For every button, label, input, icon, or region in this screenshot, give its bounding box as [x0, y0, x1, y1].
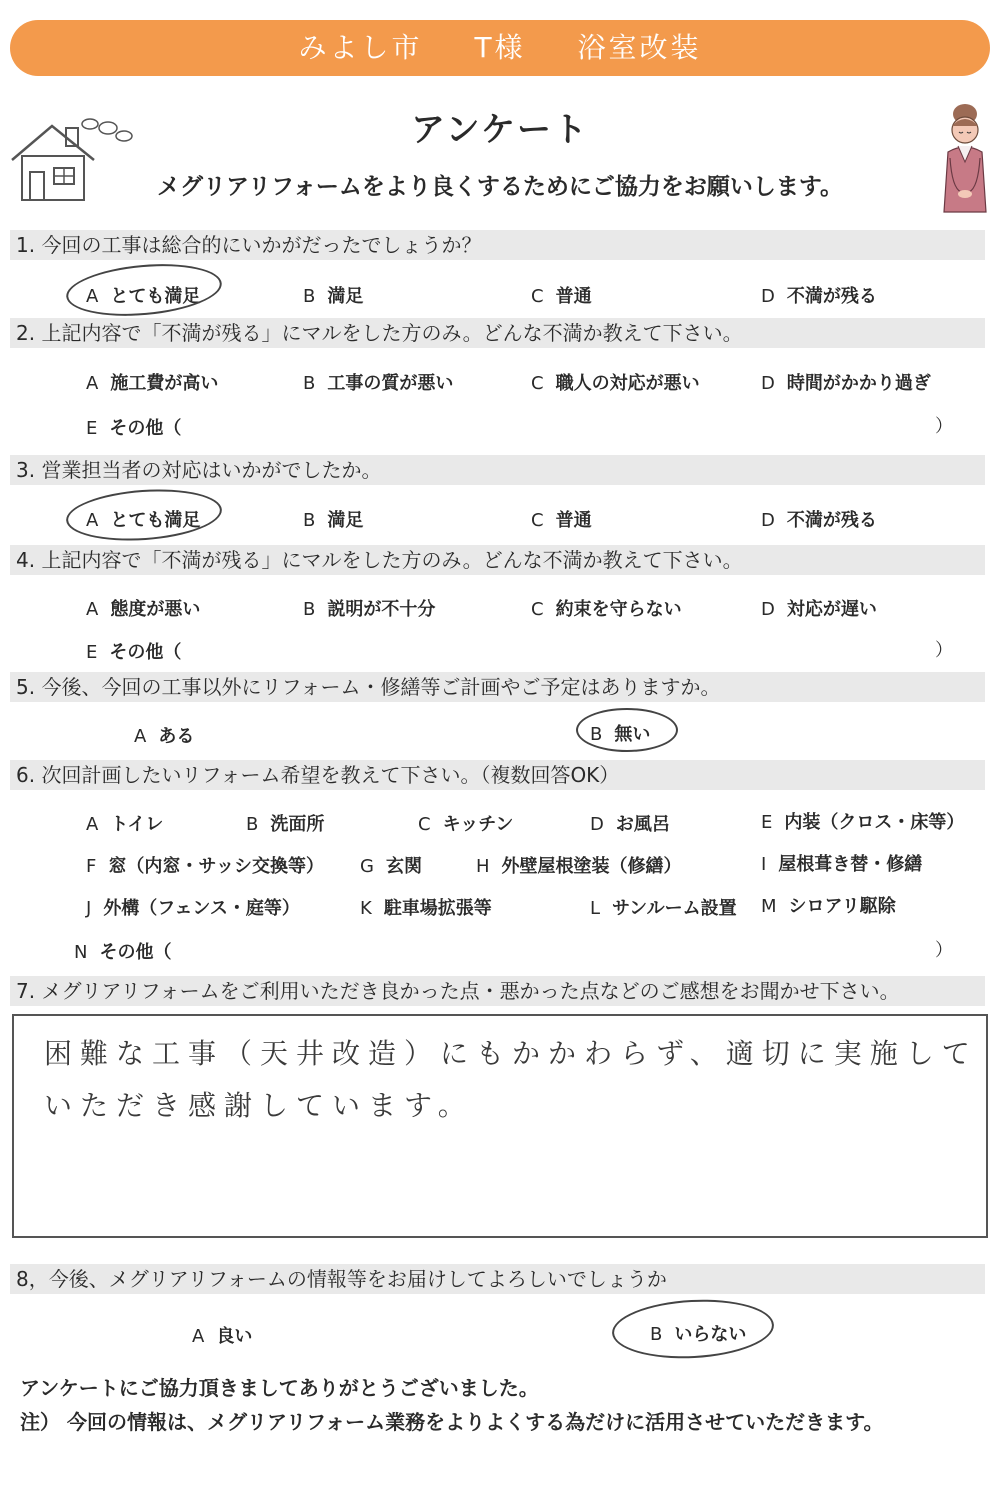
q6-option-b[interactable]: B 洗面所: [246, 814, 325, 835]
q1-option-c[interactable]: C 普通: [531, 286, 592, 307]
q1-option-b[interactable]: B 満足: [303, 286, 364, 307]
q4-option-d[interactable]: D 対応が遅い: [761, 599, 877, 620]
q1-option-d[interactable]: D 不満が残る: [761, 286, 877, 307]
question-6: 6. 次回計画したいリフォーム希望を教えて下さい。（複数回答OK）: [10, 760, 985, 790]
q6-option-m[interactable]: M シロアリ駆除: [761, 896, 896, 917]
q2-option-c[interactable]: C 職人の対応が悪い: [531, 373, 700, 394]
question-2: 2. 上記内容で「不満が残る」にマルをした方のみ。どんな不満か教えて下さい。: [10, 318, 985, 348]
q3-option-c[interactable]: C 普通: [531, 510, 592, 531]
header-banner: [10, 20, 990, 76]
footer-note: 注） 今回の情報は、メグリアリフォーム業務をよりよくする為だけに活用させていただきます。: [20, 1410, 884, 1434]
q2-option-e[interactable]: E その他（: [86, 418, 182, 439]
q5-option-a[interactable]: A ある: [134, 726, 195, 747]
q8-option-a[interactable]: A 良い: [192, 1326, 253, 1347]
page-title: アンケート: [411, 110, 589, 150]
q6-option-l[interactable]: L サンルーム設置: [590, 898, 737, 919]
question-1: 1. 今回の工事は総合的にいかがだったでしょうか？: [10, 230, 985, 260]
footer-thanks: アンケートにご協力頂きましてありがとうございました。: [20, 1376, 539, 1400]
q4-option-a[interactable]: A 態度が悪い: [86, 599, 201, 620]
q8-selected-circle: [611, 1296, 776, 1362]
q6-option-k[interactable]: K 駐車場拡張等: [360, 898, 492, 919]
bowing-staff-icon: [934, 100, 996, 215]
q5-option-b[interactable]: B 無い: [590, 724, 651, 745]
page-subtitle: メグリアリフォームをより良くするためにご協力をお願いします。: [156, 174, 844, 200]
q6-option-n[interactable]: N その他（: [74, 942, 172, 963]
q2-option-b[interactable]: B 工事の質が悪い: [303, 373, 454, 394]
question-3: 3. 営業担当者の対応はいかがでしたか。: [10, 455, 985, 485]
q6-option-j[interactable]: J 外構（フェンス・庭等）: [86, 898, 300, 919]
question-5: 5. 今後、今回の工事以外にリフォーム・修繕等ご計画やご予定はありますか。: [10, 672, 985, 702]
q3-option-b[interactable]: B 満足: [303, 510, 364, 531]
q6-option-a[interactable]: A トイレ: [86, 814, 164, 835]
header-project: 浴室改装: [577, 31, 702, 64]
question-8: 8，今後、メグリアリフォームの情報等をお届けしてよろしいでしょうか: [10, 1264, 985, 1294]
q2-close-paren: ）: [935, 416, 953, 437]
header-city: みよし市: [298, 31, 423, 64]
q4-option-c[interactable]: C 約束を守らない: [531, 599, 682, 620]
q3-option-d[interactable]: D 不満が残る: [761, 510, 877, 531]
q2-option-a[interactable]: A 施工費が高い: [86, 373, 219, 394]
q1-option-a[interactable]: A とても満足: [86, 286, 201, 307]
q6-option-e[interactable]: E 内装（クロス・床等）: [761, 812, 965, 833]
q5-selected-circle: [576, 708, 678, 752]
header-customer: T様: [474, 31, 526, 64]
q3-option-a[interactable]: A とても満足: [86, 510, 201, 531]
q6-option-g[interactable]: G 玄関: [360, 856, 422, 877]
q6-option-d[interactable]: D お風呂: [590, 814, 670, 835]
q4-option-e[interactable]: E その他（: [86, 642, 182, 663]
q4-close-paren: ）: [935, 640, 953, 661]
q4-option-b[interactable]: B 説明が不十分: [303, 599, 436, 620]
question-4: 4. 上記内容で「不満が残る」にマルをした方のみ。どんな不満か教えて下さい。: [10, 545, 985, 575]
q8-option-b[interactable]: B いらない: [650, 1324, 747, 1345]
q6-close-paren: ）: [935, 940, 953, 961]
comment-line-2: いただき感謝しています。: [44, 1089, 474, 1122]
q6-option-c[interactable]: C キッチン: [418, 814, 514, 835]
question-7: 7. メグリアリフォームをご利用いただき良かった点・悪かった点などのご感想をお聞かせ下さい。: [10, 976, 985, 1006]
q6-option-f[interactable]: F 窓（内窓・サッシ交換等）: [86, 856, 324, 877]
q2-option-d[interactable]: D 時間がかかり過ぎ: [761, 373, 931, 394]
q6-option-i[interactable]: I 屋根葺き替・修繕: [761, 854, 923, 875]
q3-selected-circle: [64, 485, 223, 546]
q6-option-h[interactable]: H 外壁屋根塗装（修繕）: [476, 856, 682, 877]
comment-line-1: 困難な工事（天井改造）にもかかわらず、適切に実施して: [44, 1037, 978, 1070]
q1-selected-circle: [64, 258, 224, 321]
